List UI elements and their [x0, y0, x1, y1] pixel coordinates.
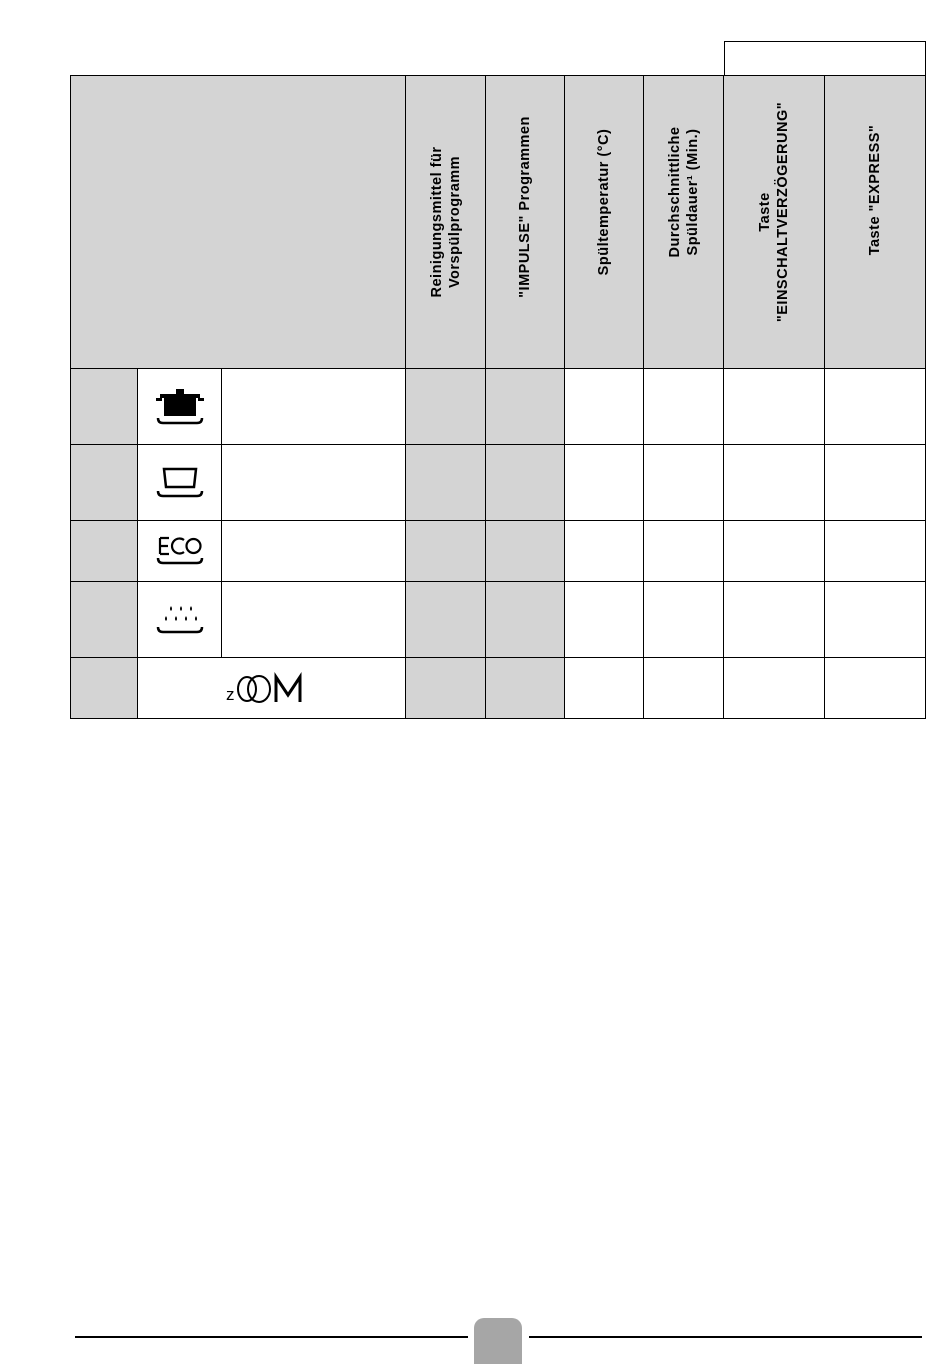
row4-temp-cell — [564, 581, 644, 658]
row5-express-cell — [824, 657, 926, 719]
row2-temp-cell — [564, 444, 644, 521]
row1-impulse-cell — [485, 368, 565, 445]
top-right-empty-box — [724, 41, 926, 77]
header-duration — [643, 75, 724, 369]
header-impulse — [485, 75, 565, 369]
program-table — [70, 41, 926, 719]
row3-number-cell — [70, 520, 138, 582]
row5-impulse-cell — [485, 657, 565, 719]
row2-express-cell — [824, 444, 926, 521]
row4-detergent-cell — [405, 581, 486, 658]
row5-duration-cell — [643, 657, 724, 719]
svg-text:z: z — [225, 685, 234, 704]
row1-name-cell — [221, 368, 406, 445]
header-temperature-label: Spültemperatur (°C) — [595, 128, 612, 276]
header-detergent-prewash — [405, 75, 486, 369]
row2-detergent-cell — [405, 444, 486, 521]
row2-icon-cell — [137, 444, 222, 521]
row3-icon-cell — [137, 520, 222, 582]
row3-duration-cell — [643, 520, 724, 582]
header-detergent-line1: Reinigungsmittel für — [428, 146, 445, 298]
row3-delay-cell — [723, 520, 825, 582]
eco-icon — [154, 533, 206, 569]
row1-detergent-cell — [405, 368, 486, 445]
row1-express-cell — [824, 368, 926, 445]
row4-number-cell — [70, 581, 138, 658]
row2-delay-cell — [723, 444, 825, 521]
header-duration-line2: Spüldauer¹ (Min.) — [684, 128, 701, 256]
row5-detergent-cell — [405, 657, 486, 719]
row4-express-cell — [824, 581, 926, 658]
header-express-label: Taste "EXPRESS" — [866, 124, 883, 256]
zoom-logo — [222, 668, 322, 708]
header-corner-cell — [70, 75, 406, 369]
row4-impulse-cell — [485, 581, 565, 658]
footer-line-right — [529, 1336, 922, 1338]
header-temperature — [564, 75, 644, 369]
header-impulse-label: "IMPULSE" Programmen — [516, 116, 533, 298]
row4-delay-cell — [723, 581, 825, 658]
row1-delay-cell — [723, 368, 825, 445]
header-express-button — [824, 75, 926, 369]
bowl-icon — [154, 463, 206, 503]
row4-duration-cell — [643, 581, 724, 658]
row5-temp-cell — [564, 657, 644, 719]
row5-delay-cell — [723, 657, 825, 719]
header-delay-button — [723, 75, 825, 369]
header-detergent-line2: Vorspülprogramm — [446, 155, 463, 289]
row3-name-cell — [221, 520, 406, 582]
page-number-badge — [474, 1318, 522, 1364]
row1-number-cell — [70, 368, 138, 445]
row2-name-cell — [221, 444, 406, 521]
header-duration-line1: Durchschnittliche — [666, 126, 683, 258]
row3-impulse-cell — [485, 520, 565, 582]
header-delay-line2: "EINSCHALTVERZÖGERUNG" — [775, 101, 791, 323]
row2-impulse-cell — [485, 444, 565, 521]
row4-icon-cell — [137, 581, 222, 658]
row1-duration-cell — [643, 368, 724, 445]
row1-temp-cell — [564, 368, 644, 445]
row3-express-cell — [824, 520, 926, 582]
row3-temp-cell — [564, 520, 644, 582]
row5-zoom-cell — [137, 657, 406, 719]
row3-detergent-cell — [405, 520, 486, 582]
row5-number-cell — [70, 657, 138, 719]
row1-icon-cell — [137, 368, 222, 445]
row2-number-cell — [70, 444, 138, 521]
steam-drops-icon — [154, 600, 206, 640]
footer-line-left — [75, 1336, 468, 1338]
pot-icon — [154, 384, 206, 430]
row2-duration-cell — [643, 444, 724, 521]
row4-name-cell — [221, 581, 406, 658]
header-delay-line1: Taste — [756, 192, 773, 232]
